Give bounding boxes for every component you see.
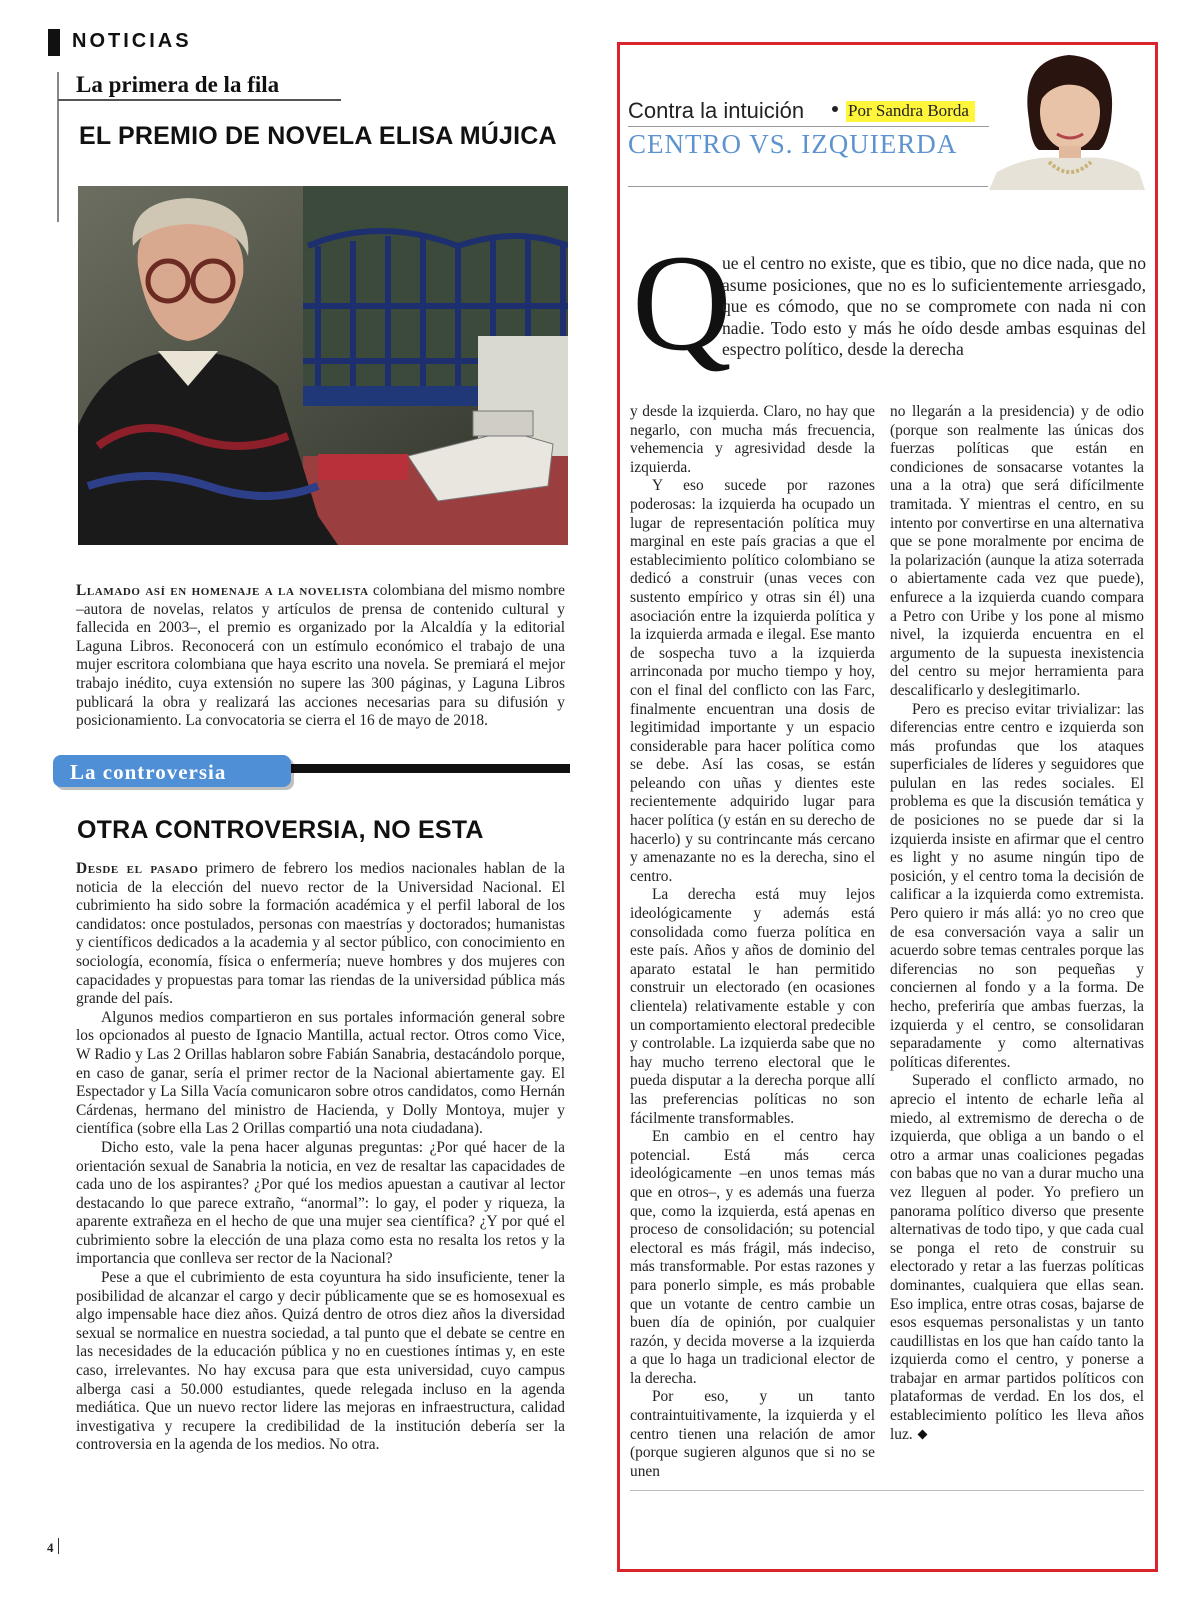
news2-paragraph bbox=[76, 860, 565, 1009]
column-paragraph: Pero es preciso evitar trivializar: las diferencias entre centro e izquierda son más profundas que los ataques superficiales de líderes y seguidores que pululan en las redes sociales. El problema es que la discusión temática y de posiciones no se puede dar si la izquierda insiste en afirmar que el centro es light y no asume ningún tipo de posición, y el centro toma la decisión de calificar a la izquierda como extremista. Pero quiero ir más allá: yo no creo que de esa conversación vaya a salir un acuerdo sobre temas centrales porque las diferencias no son pequeñas y conciernen al fondo y a la forma. De hecho, preferiría que ambas fuerzas, la izquierda y el centro, se consolidaran separadamente y como alternativas políticas diferentes. bbox=[890, 700, 1144, 1071]
annotation-highlight-box bbox=[617, 42, 1158, 1572]
column-paragraph: La derecha está muy lejos ideológicamente y además está consolidada como fuerza política en este país. Años y años de dominio del aparato estatal le han permitido construir un electorado (en ocasiones clientela) relativamente estable y con un comportamiento electoral predecible y controlable. La izquierda sabe que no hay mucho terreno electoral que le pueda disputar a la derecha porque allí las preferencias políticas no son fácilmente transformables. bbox=[630, 886, 875, 1127]
news2-paragraph: Algunos medios compartieron en sus portales información general sobre los opcionados al puesto de Ignacio Mantilla, actual rector. Otros como Vice, W Radio y Las 2 Orillas hablaron sobre Fabián Sanabria, destacándolo porque, en caso de ganar, sería el primer rector de la Nacional abiertamente gay. El Espectador y La Silla Vacía comunicaron sobre otros candidatos, como Hernán Cárdenas, hermano del ministro de Hacienda, y Dolly Montoya, mujer y científica (sobre ella Las 2 Orillas compartió una nota ciudadana). bbox=[76, 1008, 565, 1138]
news1-body-text: colombiana del mismo nombre –autora de novelas, relatos y artículos de prensa de contenido cultural y fallecida en 2003–, el premio es organizado por la Alcaldía y la editorial Laguna Libros. Reconocerá con un estímulo económico el trabajo de una mujer escritora colombiana que haya escrito una novela. Se premiará el mejor trabajo inédito, cuya extensión no supere las 300 páginas, y Laguna Libros publicará la obra y realizará las acciones necesarias para su difusión y posicionamiento. La convocatoria se cierra el 16 de mayo de 2018. bbox=[76, 582, 565, 730]
kicker-vertical-rule bbox=[57, 72, 59, 222]
column-paragraph: Y eso sucede por razones poderosas: la izquierda ha ocupado un lugar de representación política muy marginal en este país gracias a que el establecimiento político colombiano se dedicó a construir (unas veces con sustento empírico y otras sin él) una asociación entre la izquierda política y la izquierda armada e ilegal. Ese manto de sospecha tuvo a la izquierda arrinconada por mucho tiempo y hoy, con el final del conflicto con las Farc, finalmente encuentran una dosis de legitimidad importante y un espacio considerable para hacer política como se debe. Así las cosas, se están peleando con uñas y dientes este recientemente adquirido lugar para hacer política (y están en su derecho de hacerlo) y su contrincante más cercano y amenazante no es la derecha, sino el centro. bbox=[630, 477, 875, 885]
news1-body bbox=[76, 582, 565, 731]
news2-paragraph: Pese a que el cubrimiento de esta coyuntura ha sido insuficiente, tener la posibilidad de alcanzar el cargo y decir públicamente que se es homosexual es algo impensable hace diez años. Quizá dentro de otros diez años la diversidad sexual se normalice en nuestra sociedad, a tal punto que el debate se centre en las necesidades de la educación pública y no en cuestiones íntimas y, en este caso, irrelevantes. No hay excusa para que esta universidad, cuyo campus alberga casi a 50.000 estudiantes, quede relegada incluso en la agenda mediática. Que un nuevo rector lidere las mejoras en infraestructura, calidad investigativa y recupere la credibilidad de la institución debería ser la controversia en la agenda de los medios. No otra. bbox=[76, 1269, 565, 1454]
column-paragraph: y desde la izquierda. Claro, no hay que negarlo, con mucha más frecuencia, vehemencia y agresividad desde la izquierda. bbox=[630, 403, 875, 476]
column-lead-paragraph: ue el centro no existe, que es tibio, que no dice nada, que no asume posiciones, que no es lo suficientemente arriesgado, que es cómodo, que no se compromete con nada ni con nadie. Todo esto y más he oído desde ambas esquinas del espectro político, desde la derecha bbox=[722, 253, 1146, 360]
column-byline: Por Sandra Borda bbox=[846, 101, 975, 122]
controversy-badge-label: La controversia bbox=[70, 760, 227, 784]
news2-body bbox=[76, 860, 565, 1455]
column-headline: CENTRO VS. IZQUIERDA bbox=[628, 129, 958, 159]
novelist-photo bbox=[78, 186, 568, 545]
column-series-title: Contra la intuición bbox=[628, 98, 805, 123]
drop-cap: Q bbox=[632, 226, 732, 379]
controversy-rule bbox=[280, 764, 570, 773]
column-paragraph: En cambio en el centro hay potencial. Está más cerca ideológicamente –en unos temas más que en otros–, y es además una fuerza que, como la izquierda, está apenas en proceso de consolidación; su potencial electoral es más frágil, más indeciso, más transformable. Por estas razones y para ponerlo simple, es más probable que un votante de centro cambie un buen día de opinión, por cualquier razón, y decida moverse a la izquierda a que lo haga un tradicional elector de la derecha. bbox=[630, 1128, 875, 1387]
novelist-photo-illustration bbox=[78, 186, 568, 545]
column-paragraph-text: Superado el conflicto armado, no aprecio el intento de echarle leña al miedo, al extremismo de derecha o de izquierda, que obliga a un bando o el otro a armar unas coaliciones pegadas con babas que no van a durar mucho una vez lleguen al poder. Yo prefiero un panorama político diverso que presente alternativas de todo tipo, y que cada cual se ponga el reto de construir su electorado y retar a las fuerzas políticas dominantes, cualquiera que ellas sean. Eso implica, entre otras cosas, bajarse de esos esquemas personalistas y un tanto caudillistas en los que han caído tanto la izquierda como el centro, y ponerse a trabajar en armar partidos políticos con plataformas de verdad. En los dos, el establecimiento político les lleva años luz. bbox=[890, 1072, 1144, 1443]
column-paragraph: no llegarán a la presidencia) y de odio (porque son realmente las únicas dos fuerzas políticas que están en condiciones de sonsacarse votantes la una a la otra) que será difícilmente tramitada. Y mientras el centro, en su intento por convertirse en una alternativa que se pone moralmente por encima de la polarización (aunque la atiza soterrada o abiertamente cada vez que puede), enfurece a la izquierda cuando compara a Petro con Uribe y los pone al mismo nivel, la izquierda encuentra en el argumento de la supuesta inexistencia del centro su mejor herramienta para descalificarlo y deslegitimarlo. bbox=[890, 403, 1144, 699]
page-number: 4 bbox=[47, 1540, 54, 1555]
news2-paragraph-text: primero de febrero los medios nacionales hablan de la noticia de la elección del nuevo rector de la Universidad Nacional. El cubrimiento ha sido sobre la formación académica y el perfil laboral de los candidatos: once postulados, personas con maestrías y doctorados; humanistas y científicos dedicados a la academia y al sector público, con conocimiento en sociología, economía, física o enfermería; nueve hombres y dos mujeres con capacidades y propuestas para tomar las riendas de la universidad pública más grande del país. bbox=[76, 860, 565, 1008]
kicker-underline bbox=[58, 99, 341, 101]
news1-headline: EL PREMIO DE NOVELA ELISA MÚJICA bbox=[79, 122, 557, 150]
page-number-divider bbox=[58, 1538, 59, 1554]
section-marker-bar bbox=[48, 29, 60, 56]
column-paragraph: Por eso, y un tanto contraintuitivamente, la izquierda y el centro tienen una relación de amor (porque sugieren algunos que si no se unen bbox=[630, 1388, 875, 1480]
section-label: NOTICIAS bbox=[72, 30, 192, 52]
news2-paragraph: Dicho esto, vale la pena hacer algunas preguntas: ¿Por qué hacer de la orientación sexual de Sanabria la noticia, en vez de resaltar las capacidades de cada uno de los aspirantes? ¿Por qué los medios apuestan a cautivar al lector destacando lo que parece extraño, “anormal”: lo gay, el poder y riqueza, la aparente extrañeza en el hecho de que una mujer sea científica? ¿Y por qué el cubrimiento sobre la elección de una plaza como esta no resalta los retos y la importancia que conlleva ser rector de la Nacional? bbox=[76, 1138, 565, 1268]
news2-lead-in: Desde el pasado bbox=[76, 860, 199, 877]
news1-lead-in: Llamado así en homenaje a la novelista bbox=[76, 582, 369, 599]
news2-headline: OTRA CONTROVERSIA, NO ESTA bbox=[77, 816, 484, 844]
news1-kicker: La primera de la fila bbox=[76, 72, 280, 97]
